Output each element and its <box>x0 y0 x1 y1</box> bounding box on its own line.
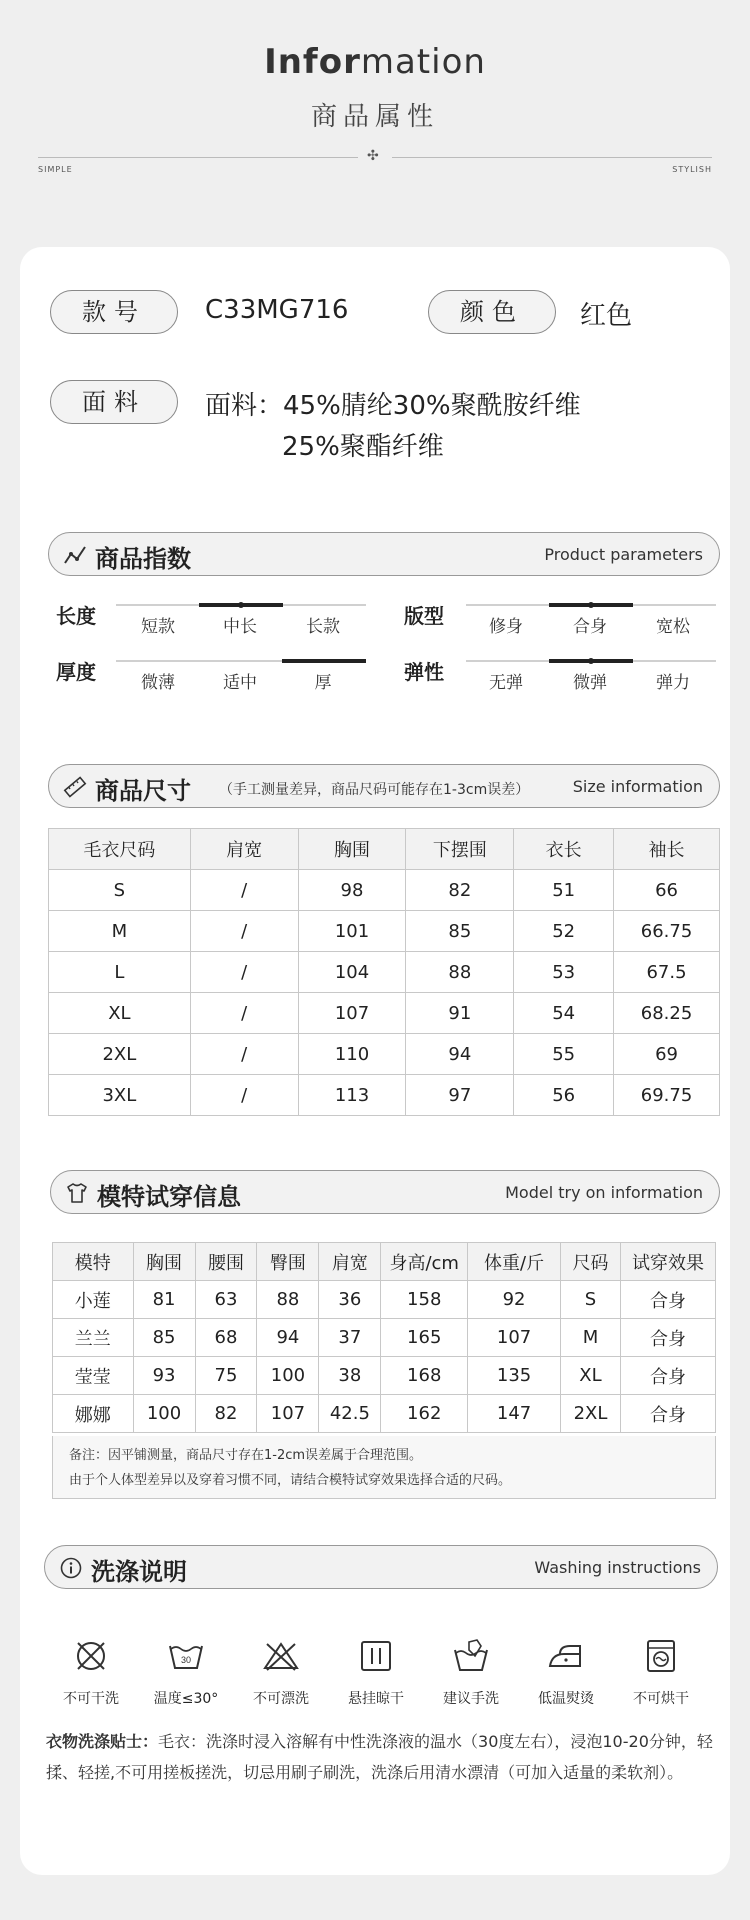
param-marker <box>238 602 244 608</box>
param-option: 短款 <box>141 617 175 637</box>
model-note <box>52 1436 716 1499</box>
ruler-icon <box>63 775 87 799</box>
table-cell: / <box>190 952 298 993</box>
table-cell: 68 <box>195 1319 257 1357</box>
table-cell: 100 <box>257 1357 319 1395</box>
table-header-cell: 衣长 <box>514 829 614 870</box>
table-header-cell: 臀围 <box>257 1243 319 1281</box>
param-label-elasticity: 弹性 <box>404 660 444 684</box>
table-cell: 92 <box>468 1281 561 1319</box>
table-row <box>49 1034 720 1075</box>
param-track-thickness <box>116 660 366 662</box>
table-cell: 110 <box>298 1034 406 1075</box>
care-tips-label: 衣物洗涤贴士： <box>46 1732 159 1751</box>
color-label: 颜色 <box>428 290 556 334</box>
param-label-thickness: 厚度 <box>56 660 96 684</box>
table-cell: 38 <box>319 1357 381 1395</box>
table-cell: 37 <box>319 1319 381 1357</box>
table-header-cell: 毛衣尺码 <box>49 829 191 870</box>
table-header-cell: 体重/斤 <box>468 1243 561 1281</box>
table-cell: 2XL <box>49 1034 191 1075</box>
table-row <box>49 911 720 952</box>
style-number-label: 款号 <box>50 290 178 334</box>
table-header-cell: 下摆围 <box>406 829 514 870</box>
table-cell: 合身 <box>620 1395 715 1433</box>
table-header-cell: 模特 <box>53 1243 134 1281</box>
no-tumble-dry-icon <box>641 1636 681 1676</box>
table-header-cell: 胸围 <box>298 829 406 870</box>
table-cell: 合身 <box>620 1281 715 1319</box>
table-cell: 2XL <box>561 1395 621 1433</box>
wash-item-no-tumble-dry <box>616 1636 706 1708</box>
wash-label: 温度≤30° <box>153 1691 219 1707</box>
param-marker <box>588 602 594 608</box>
param-track-length <box>116 604 366 606</box>
care-tips <box>46 1726 726 1788</box>
page-title: Information <box>264 42 486 82</box>
table-cell: 51 <box>514 870 614 911</box>
model-note-line-2: 由于个人体型差异以及穿着习惯不同，请结合模特试穿效果选择合适的尺码。 <box>69 1473 512 1488</box>
wash-title: 洗涤说明 <box>91 1558 187 1586</box>
table-cell: 42.5 <box>319 1395 381 1433</box>
table-cell: 合身 <box>620 1357 715 1395</box>
table-cell: 113 <box>298 1075 406 1116</box>
param-option: 适中 <box>223 673 257 693</box>
param-option: 中长 <box>223 617 257 637</box>
hang-dry-icon <box>356 1636 396 1676</box>
care-tips-text: 毛衣：洗涤时浸入溶解有中性洗涤液的温水（30度左右），浸泡10-20分钟，轻揉、轻搓,不可用搓板搓洗，切忌用刷子刷洗，洗涤后用清水漂清（可加入适量的柔软剂）。 <box>46 1732 713 1782</box>
table-cell: 104 <box>298 952 406 993</box>
table-cell: 兰兰 <box>53 1319 134 1357</box>
table-header-row <box>49 829 720 870</box>
table-cell: 63 <box>195 1281 257 1319</box>
model-title: 模特试穿信息 <box>97 1183 241 1211</box>
table-cell: 53 <box>514 952 614 993</box>
wash-label: 建议手洗 <box>443 1691 499 1707</box>
table-cell: 107 <box>257 1395 319 1433</box>
wash-label: 悬挂晾干 <box>348 1691 404 1707</box>
table-cell: 135 <box>468 1357 561 1395</box>
hand-wash-icon <box>451 1636 491 1676</box>
table-cell: 莹莹 <box>53 1357 134 1395</box>
wash-section-header <box>44 1545 718 1589</box>
table-row <box>49 870 720 911</box>
table-cell: 93 <box>133 1357 195 1395</box>
table-cell: M <box>561 1319 621 1357</box>
table-header-cell: 腰围 <box>195 1243 257 1281</box>
param-option: 微弹 <box>573 673 607 693</box>
table-cell: 82 <box>195 1395 257 1433</box>
table-cell: 165 <box>381 1319 468 1357</box>
table-cell: 107 <box>468 1319 561 1357</box>
param-option: 厚 <box>314 673 332 693</box>
page-subtitle: 商品属性 <box>310 102 439 132</box>
param-option: 合身 <box>573 617 607 637</box>
table-cell: 100 <box>133 1395 195 1433</box>
table-cell: 54 <box>514 993 614 1034</box>
table-row <box>53 1281 716 1319</box>
param-option: 宽松 <box>656 617 690 637</box>
table-row <box>49 993 720 1034</box>
table-cell: 85 <box>406 911 514 952</box>
table-cell: 97 <box>406 1075 514 1116</box>
table-header-cell: 尺码 <box>561 1243 621 1281</box>
wash-item-no-bleach <box>236 1636 326 1708</box>
table-cell: 168 <box>381 1357 468 1395</box>
style-number-value: C33MG716 <box>205 295 349 325</box>
table-row <box>53 1319 716 1357</box>
param-option: 弹力 <box>656 673 690 693</box>
model-section-header <box>50 1170 720 1214</box>
table-cell: 36 <box>319 1281 381 1319</box>
table-header-row <box>53 1243 716 1281</box>
ornament-icon: ✣ <box>367 148 379 164</box>
table-cell: 68.25 <box>614 993 720 1034</box>
table-row <box>49 1075 720 1116</box>
table-header-cell: 试穿效果 <box>620 1243 715 1281</box>
table-cell: 81 <box>133 1281 195 1319</box>
divider-left <box>38 157 358 158</box>
table-cell: 55 <box>514 1034 614 1075</box>
wash-label: 不可干洗 <box>63 1691 119 1707</box>
table-header-cell: 袖长 <box>614 829 720 870</box>
wash-icons-row <box>46 1636 706 1708</box>
wash-label: 不可漂洗 <box>253 1691 309 1707</box>
param-track-fit <box>466 604 716 606</box>
table-cell: M <box>49 911 191 952</box>
table-cell: 67.5 <box>614 952 720 993</box>
table-row <box>49 952 720 993</box>
tag-stylish: STYLISH <box>672 165 712 174</box>
table-cell: / <box>190 911 298 952</box>
table-header-cell: 胸围 <box>133 1243 195 1281</box>
trend-line-icon <box>63 543 87 567</box>
param-label-length: 长度 <box>56 604 96 628</box>
table-cell: S <box>49 870 191 911</box>
table-cell: 147 <box>468 1395 561 1433</box>
wash-30-icon <box>166 1636 206 1676</box>
size-note: （手工测量差异，商品尺码可能存在1-3cm误差） <box>219 782 530 798</box>
table-cell: 158 <box>381 1281 468 1319</box>
divider-right <box>392 157 712 158</box>
table-cell: 66 <box>614 870 720 911</box>
table-cell: / <box>190 870 298 911</box>
table-cell: 94 <box>406 1034 514 1075</box>
param-label-fit: 版型 <box>404 604 444 628</box>
table-cell: S <box>561 1281 621 1319</box>
fabric-line-2: 25%聚酯纤维 <box>282 432 444 462</box>
fabric-line-1: 面料：45%腈纶30%聚酰胺纤维 <box>205 391 581 421</box>
table-cell: 小莲 <box>53 1281 134 1319</box>
table-header-cell: 肩宽 <box>319 1243 381 1281</box>
size-en-title: Size information <box>572 777 703 796</box>
wash-item-no-dry-clean <box>46 1636 136 1708</box>
wash-en-title: Washing instructions <box>534 1558 701 1577</box>
wash-item-hang-dry <box>331 1636 421 1708</box>
low-iron-icon <box>546 1636 586 1676</box>
param-marker <box>588 658 594 664</box>
size-table <box>48 828 720 1116</box>
model-en-title: Model try on information <box>505 1183 703 1202</box>
size-title: 商品尺寸 <box>95 777 191 805</box>
table-cell: 162 <box>381 1395 468 1433</box>
table-cell: 82 <box>406 870 514 911</box>
model-note-line-1: 备注：因平铺测量，商品尺寸存在1-2cm误差属于合理范围。 <box>69 1448 423 1463</box>
info-icon <box>59 1556 83 1580</box>
table-row <box>53 1395 716 1433</box>
param-selected-bar <box>282 659 366 663</box>
table-cell: 合身 <box>620 1319 715 1357</box>
wash-label: 低温熨烫 <box>538 1691 594 1707</box>
size-section-header <box>48 764 720 808</box>
table-cell: L <box>49 952 191 993</box>
params-en-title: Product parameters <box>544 545 703 564</box>
table-cell: 107 <box>298 993 406 1034</box>
table-cell: 91 <box>406 993 514 1034</box>
table-cell: 94 <box>257 1319 319 1357</box>
table-cell: 98 <box>298 870 406 911</box>
table-cell: 85 <box>133 1319 195 1357</box>
table-cell: XL <box>561 1357 621 1395</box>
param-option: 微薄 <box>141 673 175 693</box>
table-cell: 56 <box>514 1075 614 1116</box>
table-cell: 88 <box>257 1281 319 1319</box>
table-header-cell: 肩宽 <box>190 829 298 870</box>
table-cell: 娜娜 <box>53 1395 134 1433</box>
table-cell: 101 <box>298 911 406 952</box>
table-cell: XL <box>49 993 191 1034</box>
param-option: 修身 <box>489 617 523 637</box>
table-cell: 88 <box>406 952 514 993</box>
wash-item-wash-30 <box>141 1636 231 1708</box>
table-cell: 66.75 <box>614 911 720 952</box>
tshirt-icon <box>65 1181 89 1205</box>
table-cell: / <box>190 993 298 1034</box>
param-option: 无弹 <box>489 673 523 693</box>
model-table <box>52 1242 716 1433</box>
no-bleach-icon <box>261 1636 301 1676</box>
table-cell: 75 <box>195 1357 257 1395</box>
table-row <box>53 1357 716 1395</box>
table-cell: 3XL <box>49 1075 191 1116</box>
no-dry-clean-icon <box>71 1636 111 1676</box>
params-section-header <box>48 532 720 576</box>
table-cell: / <box>190 1075 298 1116</box>
color-value: 红色 <box>580 301 633 331</box>
params-title: 商品指数 <box>95 545 191 573</box>
param-track-elasticity <box>466 660 716 662</box>
table-cell: 69.75 <box>614 1075 720 1116</box>
fabric-label: 面料 <box>50 380 178 424</box>
param-option: 长款 <box>306 617 340 637</box>
tag-simple: SIMPLE <box>38 165 73 174</box>
table-cell: / <box>190 1034 298 1075</box>
table-cell: 52 <box>514 911 614 952</box>
wash-item-hand-wash <box>426 1636 516 1708</box>
wash-label: 不可烘干 <box>633 1691 689 1707</box>
wash-item-low-iron <box>521 1636 611 1708</box>
svg-text:30: 30 <box>180 1655 192 1665</box>
table-header-cell: 身高/cm <box>381 1243 468 1281</box>
table-cell: 69 <box>614 1034 720 1075</box>
